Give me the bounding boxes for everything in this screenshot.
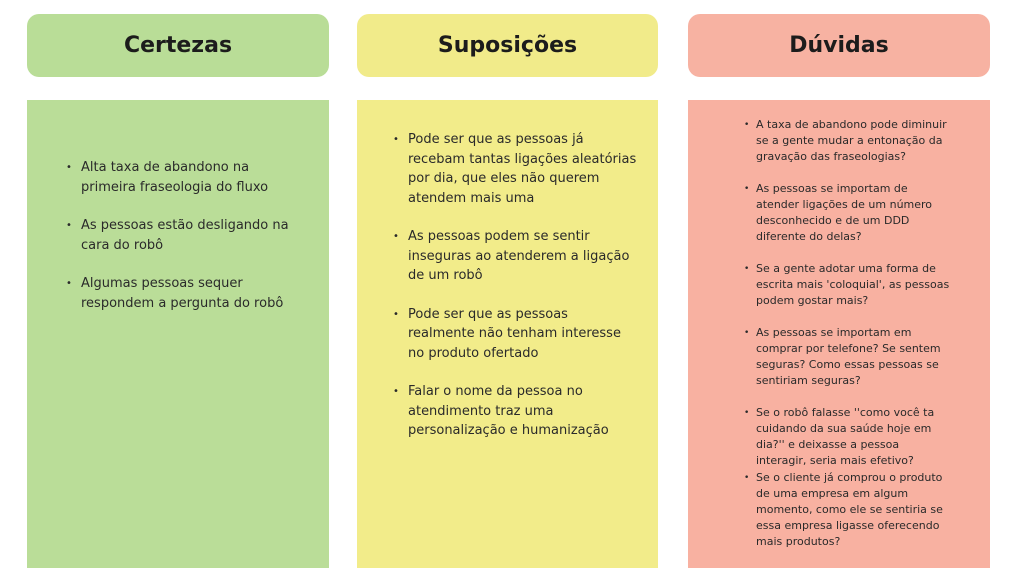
suposicoes-item: • Pode ser que as pessoas realmente não tenham interesse no produto ofertado xyxy=(408,305,638,364)
suposicoes-header xyxy=(357,14,658,77)
duvidas-item: • Se o robô falasse ''como você ta cuidando da sua saúde hoje em dia?'' e deixasse a pessoa interagir, seria mais efetivo? xyxy=(756,405,950,469)
suposicoes-item: • As pessoas podem se sentir inseguras ao atenderem a ligação de um robô xyxy=(408,227,638,286)
certezas-panel xyxy=(27,100,329,568)
certezas-header xyxy=(27,14,329,77)
duvidas-item: • Se o cliente já comprou o produto de uma empresa em algum momento, como ele se sentiria se essa empresa ligasse oferecendo mais produtos? xyxy=(756,470,950,550)
duvidas-title: Dúvidas xyxy=(789,33,889,58)
certezas-title: Certezas xyxy=(123,33,233,58)
suposicoes-item: • Falar o nome da pessoa no atendimento traz uma personalização e humanização xyxy=(408,382,638,441)
suposicoes-list xyxy=(357,100,658,441)
certezas-item: • Algumas pessoas sequer respondem a pergunta do robô xyxy=(81,274,307,313)
certezas-item: • As pessoas estão desligando na cara do robô xyxy=(81,216,307,255)
duvidas-item: • A taxa de abandono pode diminuir se a gente mudar a entonação da gravação das fraseologias? xyxy=(756,117,950,165)
suposicoes-panel xyxy=(357,100,658,568)
suposicoes-item: • Pode ser que as pessoas já recebam tantas ligações aleatórias por dia, que eles não querem atendem mais uma xyxy=(408,130,638,208)
certezas-item: • Alta taxa de abandono na primeira fraseologia do fluxo xyxy=(81,158,307,197)
duvidas-item: • Se a gente adotar uma forma de escrita mais 'coloquial', as pessoas podem gostar mais? xyxy=(756,261,950,309)
certezas-list xyxy=(27,100,329,313)
duvidas-header xyxy=(688,14,990,77)
suposicoes-title: Suposições xyxy=(437,33,578,58)
duvidas-item: • As pessoas se importam de atender ligações de um número desconhecido e de um DDD diferente do delas? xyxy=(756,181,950,245)
duvidas-panel xyxy=(688,100,990,568)
duvidas-list xyxy=(688,100,990,550)
duvidas-item: • As pessoas se importam em comprar por telefone? Se sentem seguras? Como essas pessoas se sentiriam seguras? xyxy=(756,325,950,389)
